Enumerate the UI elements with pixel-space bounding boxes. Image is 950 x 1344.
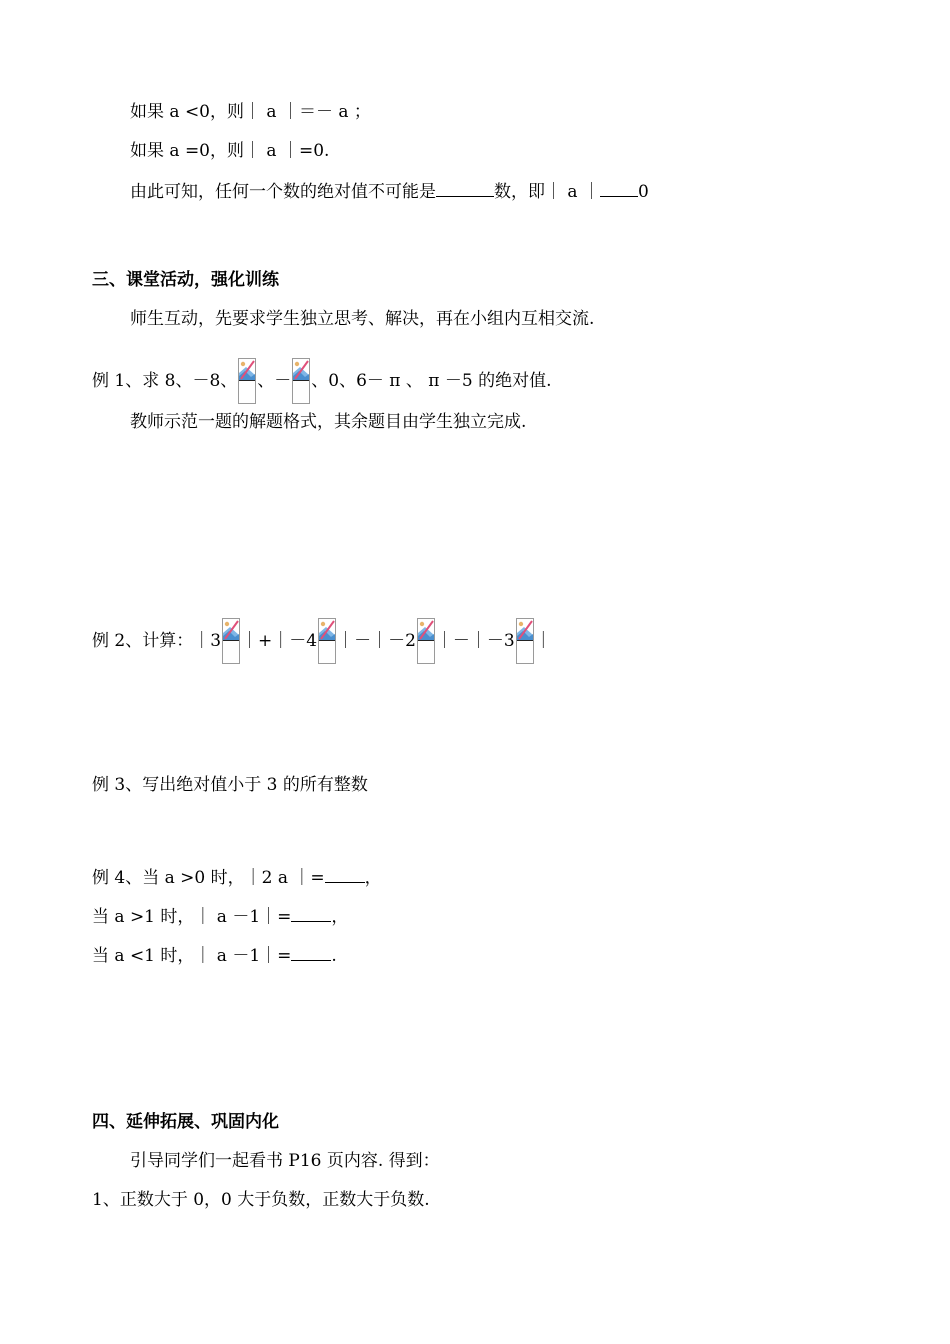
text-line-3-part-b: 数，即｜ a ｜ bbox=[494, 182, 600, 202]
example-2-part-d: ｜－｜－3 bbox=[435, 631, 515, 651]
broken-image-icon bbox=[222, 618, 240, 664]
broken-image-icon bbox=[516, 618, 534, 664]
section-3-heading: 三、课堂活动，强化训练 bbox=[92, 270, 279, 290]
section-3-intro: 师生互动，先要求学生独立思考、解决，再在小组内互相交流. bbox=[130, 309, 595, 329]
example-4-line-2-text: 当 a >1 时，｜ a －1｜= bbox=[92, 907, 292, 927]
example-1-part-a: 例 1、求 8、－8、 bbox=[92, 371, 238, 391]
text-line-2: 如果 a =0，则｜ a ｜=0. bbox=[130, 141, 330, 161]
example-1-part-b: 、－ bbox=[257, 371, 292, 391]
example-1 bbox=[92, 358, 552, 391]
example-2-part-c: ｜－｜－2 bbox=[337, 631, 416, 651]
example-4-line-3-text: 当 a <1 时，｜ a －1｜= bbox=[92, 946, 292, 966]
section-4-intro: 引导同学们一起看书 P16 页内容. 得到： bbox=[130, 1151, 440, 1171]
section-4-item-1: 1、正数大于 0，0 大于负数，正数大于负数. bbox=[92, 1190, 430, 1210]
example-4-line-1 bbox=[92, 866, 382, 886]
section-4-heading: 四、延伸拓展、巩固内化 bbox=[92, 1112, 279, 1132]
example-3: 例 3、写出绝对值小于 3 的所有整数 bbox=[92, 775, 368, 795]
example-4-line-3-end: . bbox=[331, 946, 337, 966]
answer-blank bbox=[291, 944, 331, 961]
broken-image-icon bbox=[318, 618, 336, 664]
example-2-part-b: ｜+｜－4 bbox=[241, 631, 318, 651]
example-4-line-3 bbox=[92, 944, 337, 964]
broken-image-icon bbox=[417, 618, 435, 664]
example-4-line-1-text: 例 4、当 a >0 时，｜2 a ｜= bbox=[92, 868, 325, 888]
answer-blank bbox=[600, 180, 638, 197]
example-4-line-2 bbox=[92, 905, 348, 925]
answer-blank bbox=[325, 866, 365, 883]
example-2-part-e: ｜ bbox=[534, 631, 552, 651]
answer-blank bbox=[291, 905, 331, 922]
text-line-3-part-a: 由此可知，任何一个数的绝对值不可能是 bbox=[130, 182, 436, 202]
example-1-part-c: 、0、6－ π 、 π －5 的绝对值. bbox=[311, 371, 552, 391]
example-4-line-1-end: ， bbox=[364, 868, 382, 888]
text-line-3-part-c: 0 bbox=[637, 182, 649, 202]
teacher-note: 教师示范一题的解题格式，其余题目由学生独立完成. bbox=[130, 412, 527, 432]
example-2 bbox=[92, 618, 552, 651]
text-line-1: 如果 a <0，则｜ a ｜＝－ a ； bbox=[130, 102, 371, 122]
answer-blank bbox=[436, 180, 494, 197]
text-line-3 bbox=[130, 180, 649, 200]
broken-image-icon bbox=[292, 358, 310, 404]
example-2-part-a: 例 2、计算：｜3 bbox=[92, 631, 222, 651]
broken-image-icon bbox=[238, 358, 256, 404]
example-4-line-2-end: ， bbox=[331, 907, 349, 927]
